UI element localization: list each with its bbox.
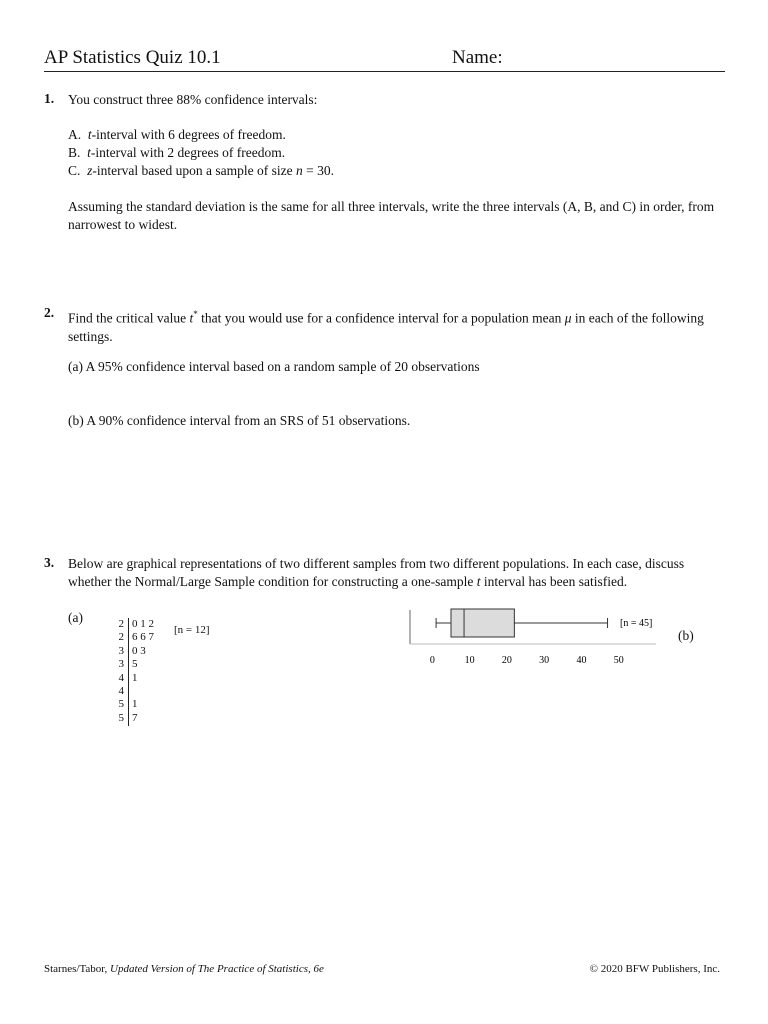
option-var: t: [87, 127, 92, 142]
q3-label-a: (a): [68, 610, 83, 625]
stemplot-n-label: [n = 12]: [174, 624, 210, 636]
boxplot-box: [451, 609, 514, 637]
leaf-values: [132, 685, 154, 698]
q1-prompt: You construct three 88% confidence intervals:: [68, 92, 318, 107]
option-var: t: [87, 145, 91, 160]
quiz-title: AP Statistics Quiz 10.1: [44, 47, 221, 68]
leaf-values: 0 1 2: [132, 618, 154, 630]
boxplot-tick-label: 40: [576, 655, 587, 666]
boxplot-tick-label: 30: [539, 655, 550, 666]
q2-prompt-var: t: [189, 310, 194, 326]
footer-citation: [44, 963, 324, 975]
stem-value: 4: [118, 671, 124, 684]
option-text: -interval with 2 degrees of freedom.: [90, 145, 286, 160]
boxplot-tick-label: 10: [464, 655, 475, 666]
footer-authors: Starnes/Tabor,: [44, 963, 110, 975]
q2-prompt: [68, 305, 723, 346]
option-letter: B.: [68, 145, 81, 160]
boxplot-tick-labels: [430, 655, 624, 666]
q2-prompt-sup: *: [193, 309, 198, 319]
q2-prompt-c: in each of the following settings.: [68, 310, 704, 344]
option-n-var: n: [295, 163, 303, 178]
leaf-column: [132, 618, 154, 725]
stem-value: 5: [118, 711, 124, 724]
q1-option-a: [68, 126, 286, 144]
stem-value: 4: [118, 685, 124, 698]
footer-book: Updated Version of The Practice of Statistics, 6e: [110, 963, 324, 975]
q1-option-c: [68, 162, 334, 180]
boxplot: [404, 602, 664, 672]
q2-part-a: (a) A 95% confidence interval based on a random sample of 20 observations: [68, 359, 480, 374]
q3-prompt-a: Below are graphical representations of two different samples from two different populations. In each case, discuss whether the Normal/Large Sample condition for constructing a one-sample: [68, 556, 685, 589]
q3-number: 3.: [44, 555, 55, 570]
leaf-values: 1: [132, 698, 138, 711]
boxplot-tick-label: 50: [613, 655, 624, 666]
q2-prompt-a: Find the critical value: [68, 310, 190, 326]
option-letter: A.: [68, 127, 82, 142]
stem-value: 5: [118, 698, 124, 711]
option-text: -interval based upon a sample of size: [92, 163, 296, 178]
q3-label-b: (b): [678, 628, 694, 643]
option-n-text: = 30.: [302, 163, 334, 178]
header-rule: [44, 71, 725, 72]
boxplot-n-label: [n = 45]: [620, 618, 653, 629]
leaf-values: 6 6 7: [132, 631, 154, 644]
q1-option-b: [68, 144, 285, 162]
stem-value: 2: [118, 618, 124, 630]
stem-value: 3: [118, 658, 124, 671]
q2-number: 2.: [44, 305, 55, 320]
stem-column: [112, 618, 124, 725]
option-letter: C.: [68, 163, 81, 178]
q3-prompt-b: interval has been satisfied.: [480, 574, 628, 589]
leaf-values: 0 3: [132, 644, 146, 657]
footer-copyright: © 2020 BFW Publishers, Inc.: [589, 963, 720, 975]
q2-prompt-b: that you would use for a confidence interval for a population mean: [197, 310, 565, 326]
q2-prompt-mu: μ: [564, 310, 572, 326]
q2-part-b: (b) A 90% confidence interval from an SRS of 51 observations.: [68, 413, 411, 428]
option-var: z: [87, 163, 93, 178]
leaf-values: 1: [132, 671, 138, 684]
leaf-values: 5: [132, 658, 138, 671]
q3-prompt: [68, 555, 723, 591]
boxplot-tick-label: 20: [501, 655, 512, 666]
q1-number: 1.: [44, 91, 55, 106]
q3-prompt-var: t: [476, 574, 481, 589]
option-text: -interval with 6 degrees of freedom.: [91, 127, 286, 142]
stem-value: 3: [118, 644, 124, 657]
stem-divider: [128, 618, 129, 726]
stem-value: 2: [118, 631, 124, 644]
name-label: Name:: [452, 47, 503, 68]
q1-instruction: Assuming the standard deviation is the same for all three intervals, write the three intervals (A, B, and C) in order, from narrowest to widest.: [68, 199, 715, 232]
leaf-values: 7: [132, 711, 138, 724]
boxplot-tick-label: 0: [429, 655, 435, 666]
